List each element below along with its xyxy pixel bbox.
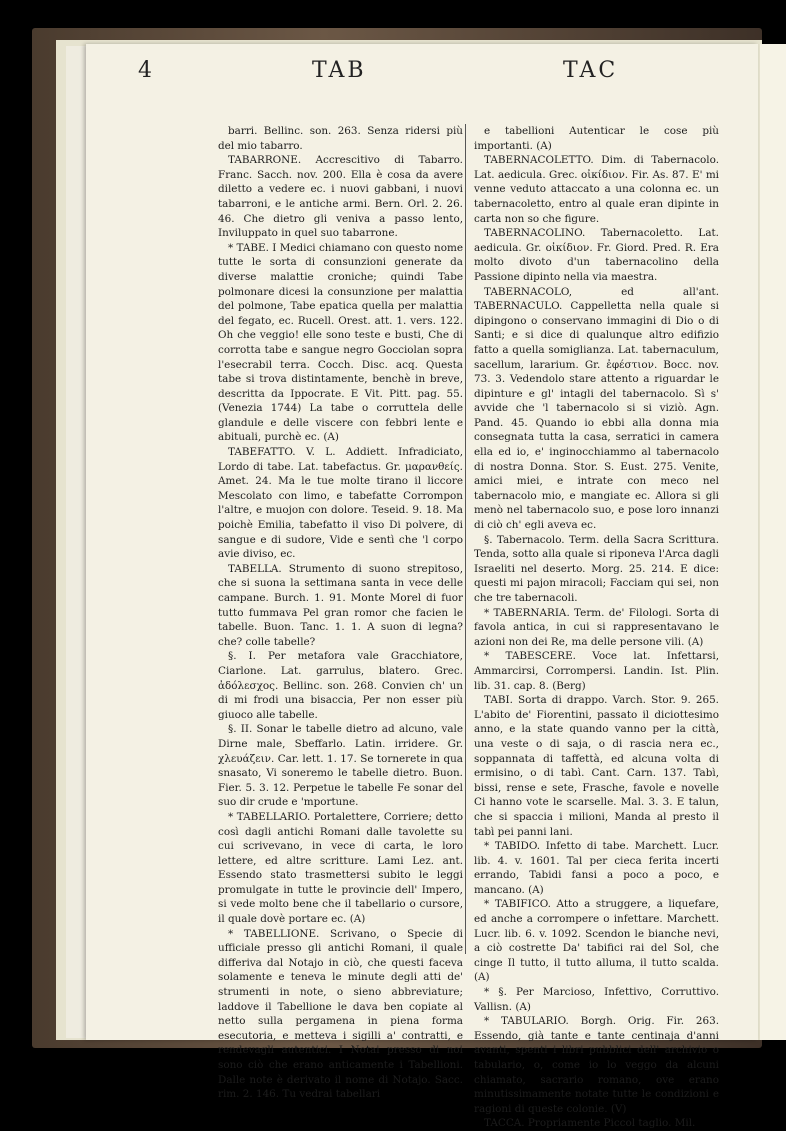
column-divider: [465, 124, 466, 954]
page-number: 4: [138, 58, 152, 83]
dictionary-entry: TABERNACOLETTO. Dim. di Tabernacolo. Lat. aedicula. Grec. οἰκίδιον. Fir. As. 87. E' mi venne veduto attaccato a una colonna ec. un tabernacoletto, entro al quale eran dipinte in carta non so che figure.: [474, 154, 719, 225]
facing-page-edge: [760, 44, 786, 1040]
dictionary-entry: TABERNACOLINO. Tabernacoletto. Lat. aedicula. Gr. οἰκίδιον. Fr. Giord. Pred. R. Era molto divoto d'un tabernacolino della Passione dipinto nella via maestra.: [474, 227, 719, 283]
dictionary-entry: * TABIDO. Infetto di tabe. Marchett. Lucr. lib. 4. v. 1601. Tal per cieca ferita incerti errando, Tabidi fansi a poco a poco, e mancano. (A): [474, 840, 719, 896]
dictionary-entry: §. Tabernacolo. Term. della Sacra Scrittura. Tenda, sotto alla quale si riponeva l'Arca dagli Israeliti nel deserto. Morg. 25. 214. E dice: questi mi pajon miracoli; Facciam qui sei, non che tre tabernacoli.: [474, 533, 719, 604]
running-head-right: TAC: [563, 58, 619, 83]
dictionary-entry: * TABELLIONE. Scrivano, o Specie di ufficiale presso gli antichi Romani, il quale differiva dal Notajo in ciò, che questi faceva solamente e teneva le minute degli atti de' strumenti in note, o sieno abbreviature; laddove il Tabellione le dava ben copiate al netto sulla pergamena in piena forma esecutoria, e metteva i sigilli a' contratti, e rendevagli autentici. I Notai presso di noi sono ciò che erano anticamente i Tabellioni. Dalle note è derivato il nome di Notajo. Sacc. rim. 2. 146. Tu vedrai tabellari: [218, 927, 463, 1101]
dictionary-entry: TACCA. Propriamente Piccol taglio. Mil.: [484, 1117, 696, 1130]
dictionary-entry: barri. Bellinc. son. 263. Senza ridersi più del mio tabarro.: [218, 125, 463, 152]
dictionary-entry: e tabellioni Autenticar le cose più importanti. (A): [474, 125, 719, 152]
running-header: [0, 58, 786, 88]
dictionary-entry: TABARRONE. Accrescitivo di Tabarro. Franc. Sacch. nov. 200. Ella è cosa da avere diletto a vedere ec. i nuovi gabbani, i nuovi tabarroni, e le antiche armi. Bern. Orl. 2. 26. 46. Che dietro gli veniva a passo lento, Inviluppato in quel suo tabarrone.: [218, 154, 463, 240]
dictionary-entry: * TABE. I Medici chiamano con questo nome tutte le sorta di consunzioni generate da diverse malattie croniche; quindi Tabe polmonare dicesi la consunzione per malattia del polmone, Tabe epatica quella per malattia del fegato, ec. Rucell. Orest. att. 1. vers. 122. Oh che veggio! elle sono teste e busti, Che di corrotta tabe e sangue negro Gocciolan sopra l'esecrabil terra. Cocch. Disc. acq. Questa tabe si trova distintamente, benchè in breve, descritta da Ippocrate. E Vit. Pitt. pag. 55. (Venezia 1744) La tabe o corruttela delle glandule e delle viscere con febbri lente e abituali, purchè ec. (A): [218, 241, 463, 444]
left-column: [218, 124, 463, 1102]
dictionary-entry: * TABIFICO. Atto a struggere, a liquefare, ed anche a corrompere o infettare. Marchett. Lucr. lib. 6. v. 1092. Scendon le bianche nevi, a ciò costrette Da' tabifici rai del Sol, che cinge Il tutto, il tutto alluma, il tutto scalda. (A): [474, 898, 719, 984]
dictionary-entry: * TABESCERE. Voce lat. Infettarsi, Ammarcirsi, Corrompersi. Landin. Ist. Plin. lib. 31. cap. 8. (Berg): [474, 650, 719, 692]
right-column: [474, 124, 719, 1131]
dictionary-entry: §. I. Per metafora vale Gracchiatore, Ciarlone. Lat. garrulus, blatero. Grec. ἀδόλεσχος. Bellinc. son. 268. Convien ch' un di mi frodi una bisaccia, Per non esser più giuoco alle tabelle.: [218, 650, 463, 721]
dictionary-entry: §. II. Sonar le tabelle dietro ad alcuno, vale Dirne male, Sbeffarlo. Latin. irridere. Gr. χλευάζειν. Car. lett. 1. 17. Se tornerete in qua snasato, Vi soneremo le tabelle dietro. Buon. Fier. 5. 3. 12. Perpetue le tabelle Fe sonar del suo dir crude e 'mportune.: [218, 723, 463, 809]
dictionary-entry: * TABELLARIO. Portalettere, Corriere; detto così dagli antichi Romani dalle tavolette su cui scrivevano, in vece di carta, le loro lettere, ed altre scritture. Lami Lez. ant. Essendo stato trasmettersi subito le leggi promulgate in tutte le provincie dell' Impero, si vede molto bene che il tabellario o cursore, il quale dovè portare ec. (A): [218, 810, 463, 926]
dictionary-entry: * TABULARIO. Borgh. Orig. Fir. 263. Essendo, già tante e tante centinaja d'anni avanti, spenti i libri pubblici dell' archivio o tabulario, o, come io lo veggo da alcuni chiamato, sacrario romano, ove erano minutissimamente notate tutte le condizioni e ragioni di queste colonie. (V): [474, 1015, 719, 1115]
dictionary-entry: TABELLA. Strumento di suono strepitoso, che si suona la settimana santa in vece delle campane. Burch. 1. 91. Monte Morel di fuor tutto fummava Pel gran romor che facien le tabelle. Buon. Tanc. 1. 1. A suon di legna? che? colle tabelle?: [218, 562, 463, 648]
dictionary-entry: * TABERNARIA. Term. de' Filologi. Sorta di favola antica, in cui si rappresentavano le azioni non dei Re, ma delle persone vili. (A): [474, 606, 719, 648]
running-head-left: TAB: [312, 58, 367, 83]
dictionary-entry: TABEFATTO. V. L. Addiett. Infradiciato, Lordo di tabe. Lat. tabefactus. Gr. μαρανθείς. Amet. 24. Ma le tue molte tirano il liccore Mescolato con limo, e tabefatte Corrompon l'altre, e muojon con dolore. Teseid. 9. 18. Ma poichè Emilia, tabefatto il viso Di polvere, di sangue e di sudore, Vide e sentì che 'l corpo avie diviso, ec.: [218, 446, 463, 561]
dictionary-entry: TABERNACOLO, ed all'ant. TABERNACULO. Cappelletta nella quale si dipingono o conservano immagini di Dio o di Santi; e si dice di qualunque altro edifizio fatto a quella somiglianza. Lat. tabernaculum, sacellum, lararium. Gr. ἐφέστιον. Bocc. nov. 73. 3. Vedendolo stare attento a riguardar le dipinture e gl' intagli del tabernacolo. Sì s' avvide che 'l tabernacolo si si viziò. Agn. Pand. 45. Quando io ebbi alla donna mia consegnata tutta la casa, serratici in camera ella ed io, e' inginocchiammo al tabernacolo di nostra Donna. Stor. S. Eust. 275. Venite, amici miei, e intrate con meco nel tabernacolo mio, e mangiate ec. Allora si gli menò nel tabernacolo suo, e pose loro innanzi di ciò ch' egli aveva ec.: [474, 285, 719, 532]
dictionary-entry: * §. Per Marcioso, Infettivo, Corruttivo. Vallisn. (A): [474, 986, 719, 1013]
dictionary-entry: TABI. Sorta di drappo. Varch. Stor. 9. 265. L'abito de' Fiorentini, passato il diciottesimo anno, e la state quando vanno per la città, una veste o di saja, o di rascia nera ec., soppannata di taffettà, ed alcuna volta di ermisino, o di tabì. Cant. Carn. 137. Tabì, bissi, rense e sete, Frasche, favole e novelle Ci hanno vote le scarselle. Mal. 3. 3. E talun, che si spaccia i milioni, Manda al presto il tabì pei panni lani.: [474, 694, 719, 838]
